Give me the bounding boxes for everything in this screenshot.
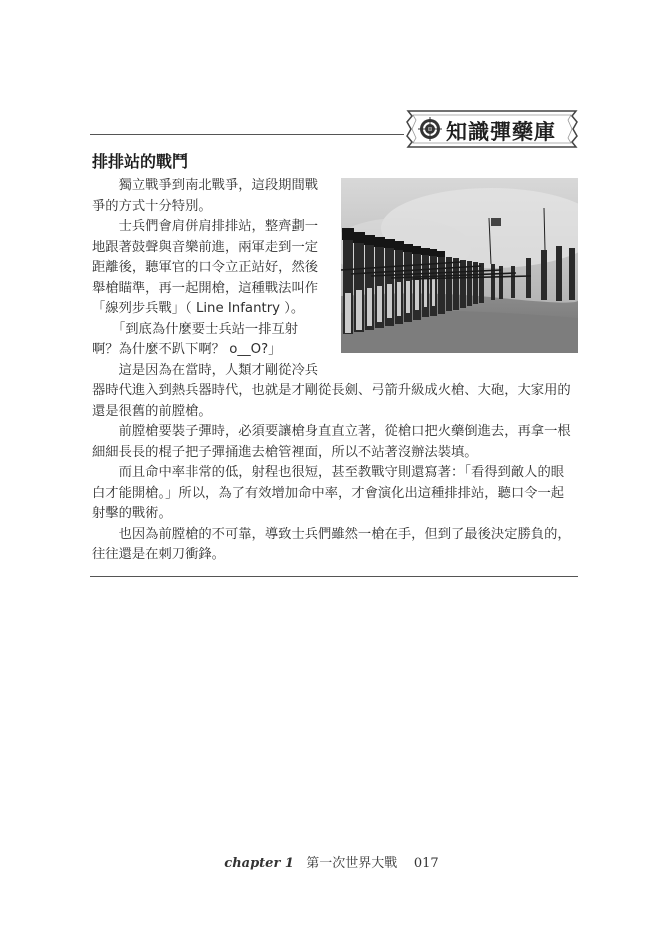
line-infantry-photo xyxy=(341,178,578,353)
page-number: 017 xyxy=(413,856,439,871)
body-line: 「到底為什麼要士兵站一排互射 xyxy=(92,321,299,337)
body-line: 而且命中率非常的低，射程也很短，甚至教戰守則還寫著：「看得到敵人的眼 xyxy=(92,465,565,480)
body-line: 地跟著鼓聲與音樂前進，兩軍走到一定 xyxy=(92,239,319,255)
ammo-target-icon xyxy=(418,117,442,141)
body-line: 還是很舊的前膛槍。 xyxy=(92,403,212,419)
body-line: 舉槍瞄準，再一起開槍，這種戰法叫作 xyxy=(92,280,319,296)
body-line: 細細長長的棍子把子彈捅進去槍管裡面，所以不站著沒辦法裝填。 xyxy=(92,444,478,460)
footer-rule xyxy=(90,576,578,577)
header-banner xyxy=(404,108,580,150)
section-title: 排排站的戰鬥 xyxy=(92,152,189,171)
body-line: 「線列步兵戰」（ Line Infantry ）。 xyxy=(92,301,305,316)
body-line: 射擊的戰術。 xyxy=(92,506,172,521)
body-line: 這是因為在當時，人類才剛從冷兵 xyxy=(92,362,319,378)
body-line: 距離後，聽軍官的口令立正站好，然後 xyxy=(92,260,319,275)
chapter-title: 第一次世界大戰 xyxy=(306,856,398,871)
body-line: 獨立戰爭到南北戰爭，這段期間戰 xyxy=(92,178,319,193)
body-line: 啊？為什麼不趴下啊？ o__O?」 xyxy=(92,342,282,357)
body-line: 前膛槍要裝子彈時，必須要讓槍身直直立著，從槍口把火藥倒進去，再拿一根 xyxy=(92,424,571,439)
body-line: 爭的方式十分特別。 xyxy=(92,198,212,214)
body-line: 器時代進入到熱兵器時代，也就是才剛從長劍、弓箭升級成火槍、大砲，大家用的 xyxy=(92,383,571,398)
body-line: 白才能開槍。」所以，為了有效增加命中率，才會演化出這種排排站，聽口令一起 xyxy=(92,485,565,501)
body-line: 也因為前膛槍的不可靠，導致士兵們雖然一槍在手，但到了最後決定勝負的， xyxy=(92,526,571,542)
page-footer xyxy=(0,852,663,871)
body-line: 士兵們會肩併肩排排站，整齊劃一 xyxy=(92,219,319,234)
chapter-label: chapter 1 xyxy=(224,856,294,871)
header-title: 知識彈藥庫 xyxy=(446,119,556,144)
body-line: 往往還是在刺刀衝鋒。 xyxy=(92,547,225,562)
